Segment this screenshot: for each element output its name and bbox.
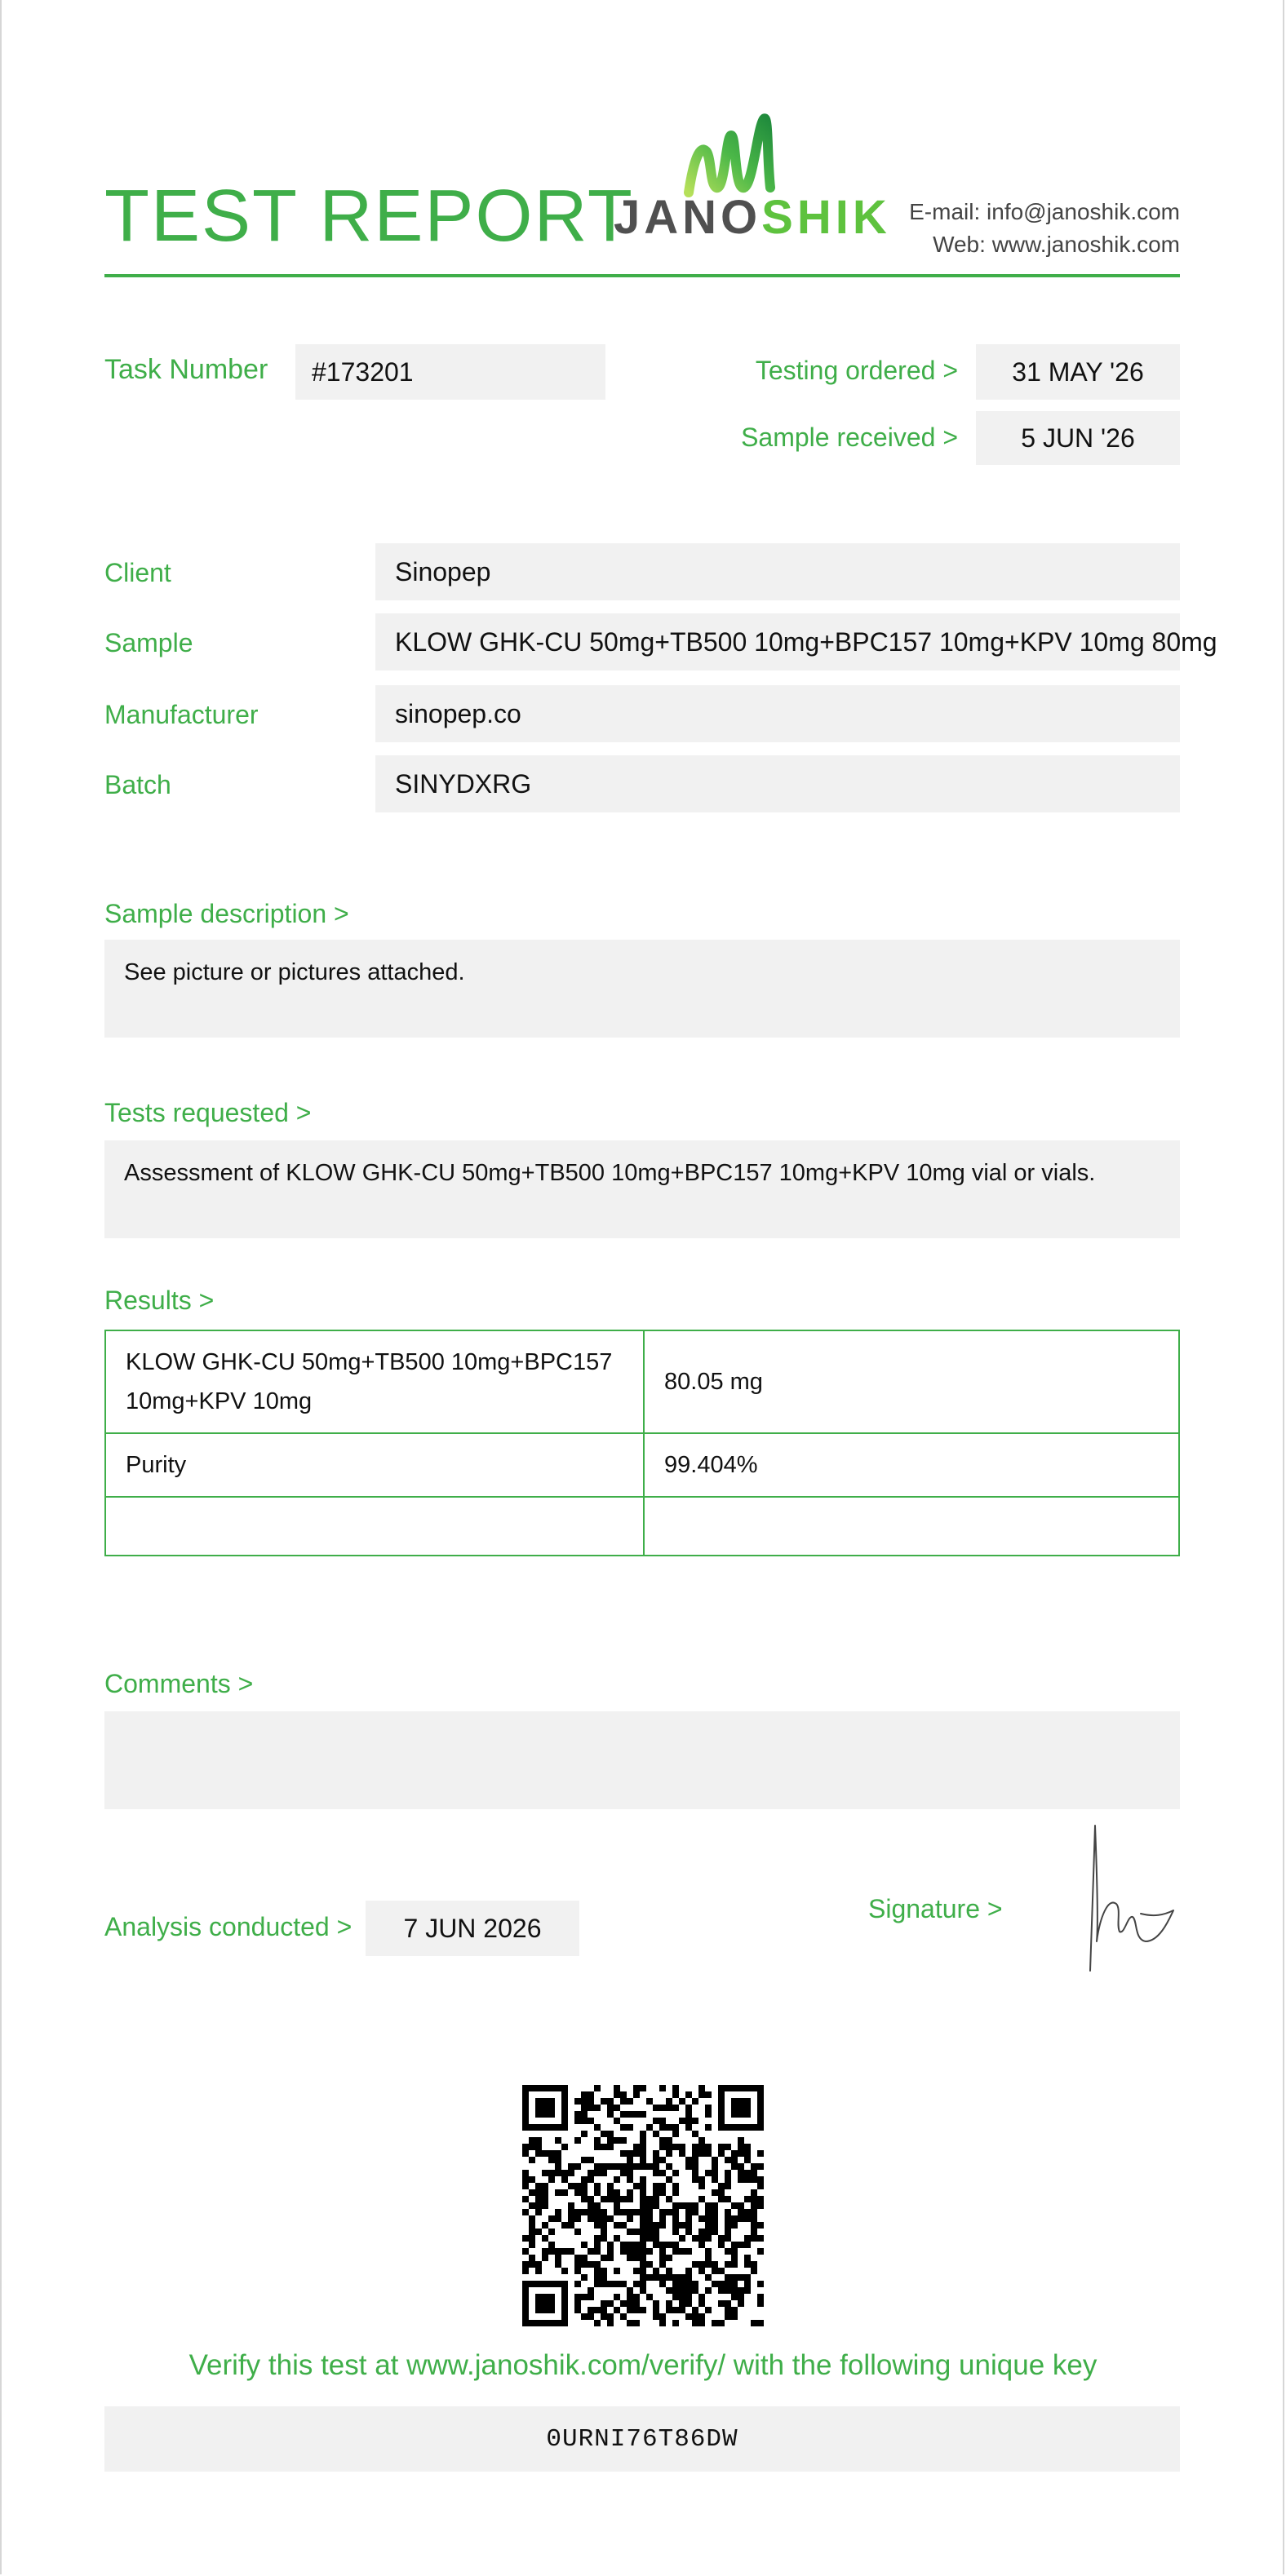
result-value: [644, 1497, 1179, 1556]
testing-ordered-label: Testing ordered >: [755, 356, 958, 385]
verification-key[interactable]: 0URNI76T86DW: [104, 2406, 1180, 2472]
sample-label: Sample: [104, 628, 193, 657]
task-number-value: #173201: [295, 344, 605, 400]
verify-instructions: Verify this test at www.janoshik.com/verify/ with the following unique key: [188, 2349, 1098, 2381]
sample-value: KLOW GHK-CU 50mg+TB500 10mg+BPC157 10mg+KPV 10mg 80mg: [375, 613, 1180, 671]
table-row: [105, 1433, 1179, 1497]
sample-description-text: See picture or pictures attached.: [104, 940, 1180, 1038]
task-number-label: Task Number: [104, 354, 268, 385]
logo-wordmark-part1: JANO: [614, 191, 762, 244]
janoshik-logo-icon: [682, 103, 788, 204]
result-name: [105, 1497, 644, 1556]
verification-qr-code[interactable]: [522, 2085, 764, 2326]
logo-wordmark: [614, 191, 891, 244]
results-label: Results >: [104, 1286, 215, 1315]
tests-requested-label: Tests requested >: [104, 1098, 312, 1127]
batch-label: Batch: [104, 770, 171, 799]
contact-email: E-mail: info@janoshik.com: [909, 199, 1180, 224]
sample-received-value: 5 JUN '26: [976, 411, 1180, 465]
manufacturer-value: sinopep.co: [375, 685, 1180, 742]
signature-image: [1075, 1819, 1190, 1974]
client-value: Sinopep: [375, 543, 1180, 600]
tests-requested-text: Assessment of KLOW GHK-CU 50mg+TB500 10mg+BPC157 10mg+KPV 10mg vial or vials.: [104, 1140, 1180, 1238]
result-value: 80.05 mg: [644, 1330, 1179, 1433]
testing-ordered-value: 31 MAY '26: [976, 344, 1180, 400]
sample-description-label: Sample description >: [104, 899, 349, 928]
results-table: [104, 1330, 1180, 1556]
comments-label: Comments >: [104, 1669, 254, 1698]
logo-wordmark-part2: SHIK: [761, 191, 891, 244]
sample-received-label: Sample received >: [741, 423, 958, 452]
contact-info: [909, 196, 1180, 261]
table-row: [105, 1497, 1179, 1556]
client-label: Client: [104, 558, 171, 587]
result-name: Purity: [105, 1433, 644, 1497]
result-value: 99.404%: [644, 1433, 1179, 1497]
contact-web: Web: www.janoshik.com: [933, 232, 1180, 257]
batch-value: SINYDXRG: [375, 755, 1180, 812]
manufacturer-label: Manufacturer: [104, 700, 259, 729]
result-name: KLOW GHK-CU 50mg+TB500 10mg+BPC157 10mg+KPV 10mg: [105, 1330, 644, 1433]
table-row: [105, 1330, 1179, 1433]
header-divider: [104, 274, 1180, 277]
comments-text: [104, 1711, 1180, 1809]
signature-label: Signature >: [868, 1894, 1003, 1923]
analysis-conducted-label: Analysis conducted >: [104, 1912, 353, 1941]
report-title: TEST REPORT: [104, 175, 634, 257]
analysis-conducted-value: 7 JUN 2026: [366, 1901, 579, 1956]
